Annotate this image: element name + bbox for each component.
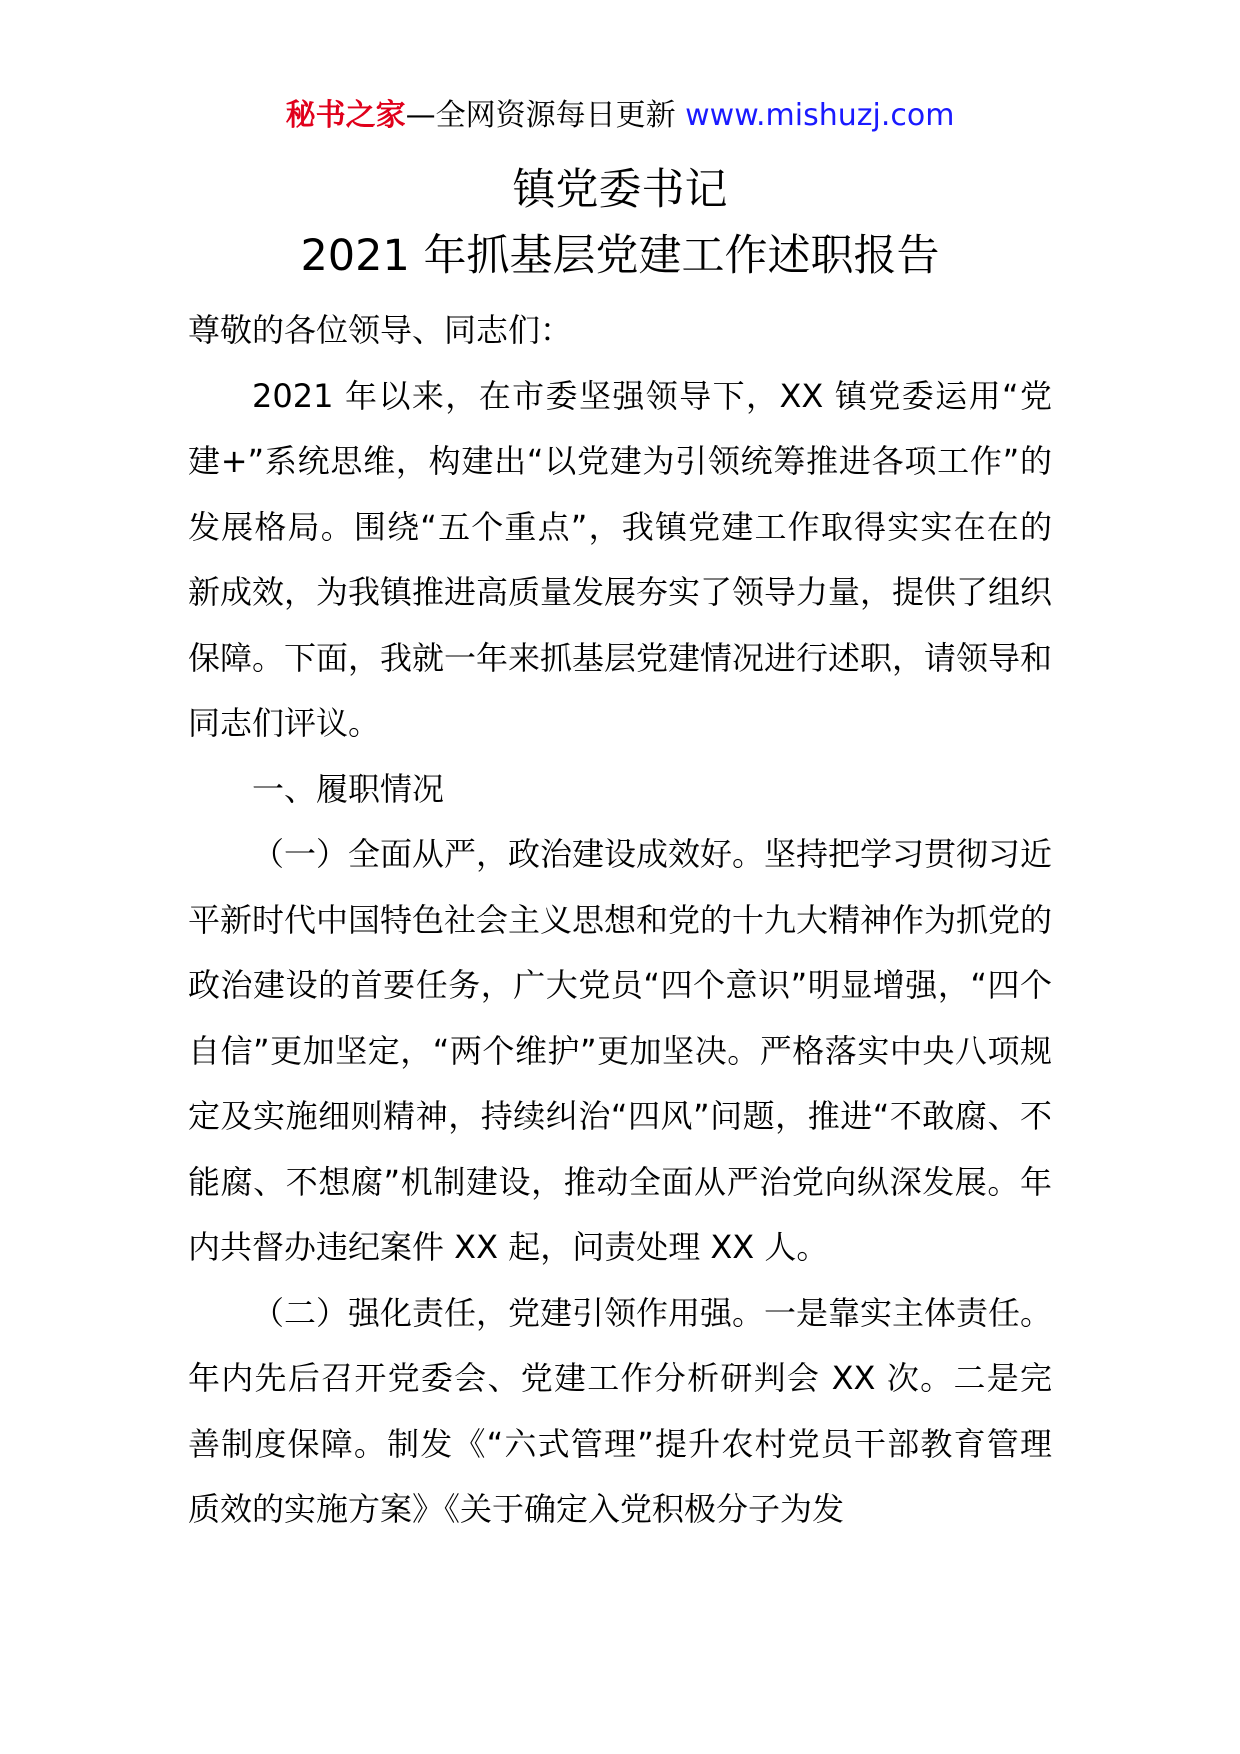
brand-name: 秘书之家 — [285, 98, 406, 133]
section-heading: 一、履职情况 — [252, 769, 445, 808]
document-body — [188, 298, 1052, 1543]
site-url-link[interactable]: www.mishuzj.com — [685, 98, 955, 133]
salutation: 尊敬的各位领导、同志们： — [188, 311, 573, 349]
paragraph-intro: 2021 年以来，在市委坚强领导下，XX 镇党委运用“党建+”系统思维，构建出“以党建为引领统筹推进各项工作”的发展格局。围绕“五个重点”，我镇党建工作取得实实在在的新成效，为我镇推进高质量发展夯实了领导力量，提供了组织保障。下面，我就一年来抓基层党建情况进行述职，请领导和同志们评议。 — [188, 376, 1053, 742]
site-header — [0, 96, 1240, 136]
document-title-line-2: 2021 年抓基层党建工作述职报告 — [300, 231, 940, 281]
document-title-line-1: 镇党委书记 — [512, 165, 728, 215]
slogan-text: —全网资源每日更新 — [405, 98, 676, 133]
paragraph-section-2: （二）强化责任，党建引领作用强。一是靠实主体责任。年内先后召开党委会、党建工作分析研判会 XX 次。二是完善制度保障。制发《“六式管理”提升农村党员干部教育管理质效的实施方案》《关于确定入党积极分子为发 — [188, 1293, 1053, 1528]
paragraph-section-1: （一）全面从严，政治建设成效好。坚持把学习贯彻习近平新时代中国特色社会主义思想和党的十九大精神作为抓党的政治建设的首要任务，广大党员“四个意识”明显增强，“四个自信”更加坚定，“两个维护”更加坚决。严格落实中央八项规定及实施细则精神，持续纠治“四风”问题，推进“不敢腐、不能腐、不想腐”机制建设，推动全面从严治党向纵深发展。年内共督办违纪案件 XX 起，问责处理 XX 人。 — [188, 835, 1053, 1266]
